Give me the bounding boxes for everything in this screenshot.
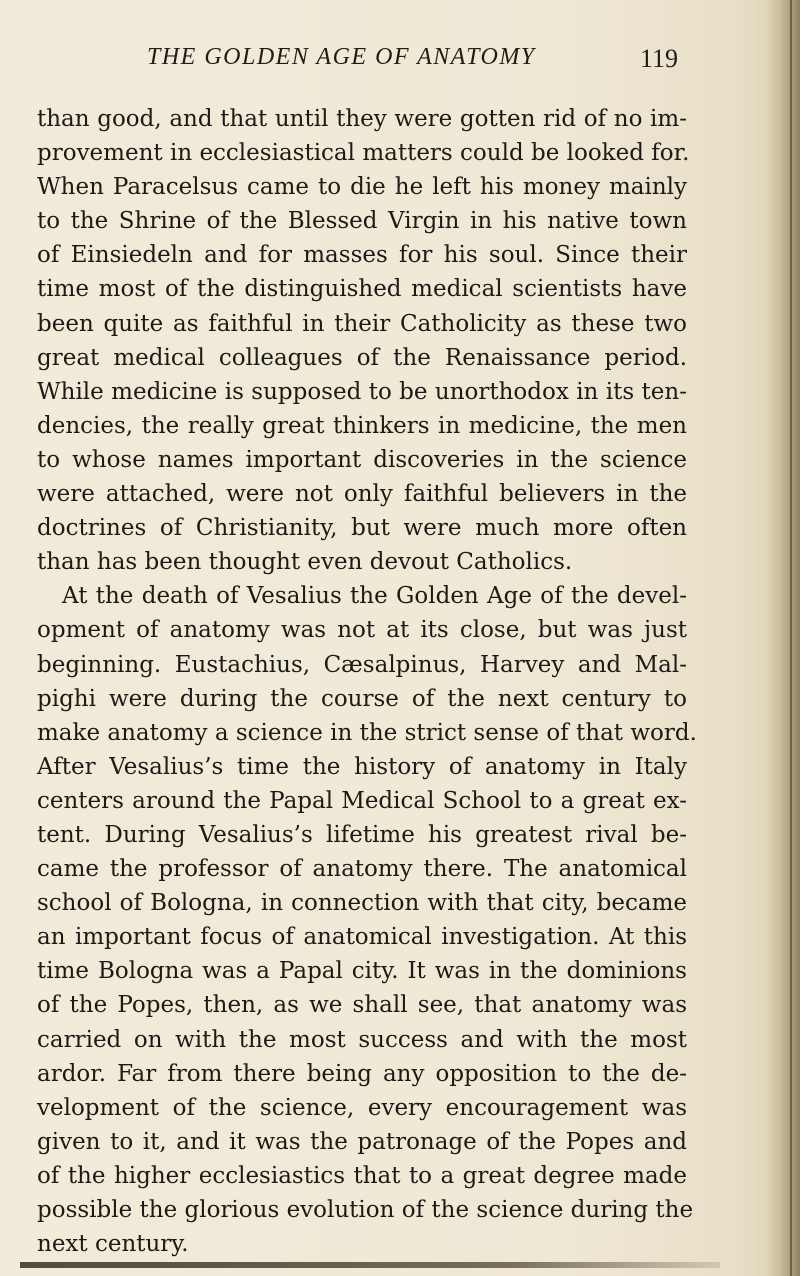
- text-line: school of Bologna, in connection with that city, became: [37, 890, 687, 917]
- text-line: came the professor of anatomy there. The anatomical: [37, 856, 687, 883]
- text-line: great medical colleagues of the Renaissance period.: [37, 344, 687, 371]
- text-line: given to it, and it was the patronage of the Popes and: [37, 1128, 687, 1155]
- text-line: provement in ecclesiastical matters could be looked for.: [37, 140, 690, 167]
- text-line: After Vesalius’s time the history of anatomy in Italy: [37, 753, 687, 780]
- text-line: centers around the Papal Medical School to a great ex-: [37, 787, 687, 814]
- text-line: time most of the distinguished medical scientists have: [37, 276, 687, 303]
- text-line: of the Popes, then, as we shall see, that anatomy was: [37, 992, 687, 1019]
- text-line: of the higher ecclesiastics that to a great degree made: [37, 1162, 687, 1189]
- text-line: to the Shrine of the Blessed Virgin in his native town: [37, 208, 687, 235]
- running-title: THE GOLDEN AGE OF ANATOMY: [147, 44, 536, 70]
- text-line: tent. During Vesalius’s lifetime his greatest rival be-: [37, 821, 687, 848]
- text-line: dencies, the really great thinkers in medicine, the men: [37, 412, 687, 439]
- paragraph-end-line: next century.: [37, 1231, 189, 1258]
- body-text: [37, 102, 697, 1261]
- text-line: were attached, were not only faithful believers in the: [37, 481, 687, 508]
- page-number: 119: [640, 44, 679, 73]
- text-line: than good, and that until they were gotten rid of no im-: [37, 106, 687, 132]
- paragraph-start-line: At the death of Vesalius the Golden Age of the devel-: [62, 583, 687, 610]
- running-head: [0, 44, 800, 84]
- text-line: been quite as faithful in their Catholicity as these two: [37, 310, 687, 337]
- paragraph-end-line: than has been thought even devout Catholics.: [37, 549, 573, 576]
- text-line: pighi were during the course of the next century to: [37, 685, 687, 712]
- text-line: make anatomy a science in the strict sense of that word.: [37, 719, 697, 746]
- text-line: time Bologna was a Papal city. It was in the dominions: [37, 958, 687, 985]
- bottom-page-edge: [20, 1262, 720, 1268]
- text-line: of Einsiedeln and for masses for his soul. Since their: [37, 242, 687, 269]
- text-line: velopment of the science, every encouragement was: [37, 1094, 687, 1121]
- text-line: possible the glorious evolution of the science during the: [37, 1197, 694, 1223]
- text-line: ardor. Far from there being any opposition to the de-: [37, 1060, 687, 1087]
- text-line: While medicine is supposed to be unorthodox in its ten-: [37, 378, 687, 405]
- text-line: carried on with the most success and with the most: [37, 1026, 687, 1053]
- text-line: an important focus of anatomical investigation. At this: [37, 924, 687, 951]
- page-edge-line: [790, 0, 792, 1276]
- text-line: beginning. Eustachius, Cæsalpinus, Harvey and Mal-: [37, 651, 687, 678]
- text-line: doctrines of Christianity, but were much more often: [37, 515, 687, 542]
- text-line: opment of anatomy was not at its close, but was just: [37, 617, 687, 644]
- text-line: to whose names important discoveries in the science: [37, 446, 687, 473]
- text-line: When Paracelsus came to die he left his money mainly: [37, 174, 687, 201]
- page-edge-shadow: [766, 0, 800, 1276]
